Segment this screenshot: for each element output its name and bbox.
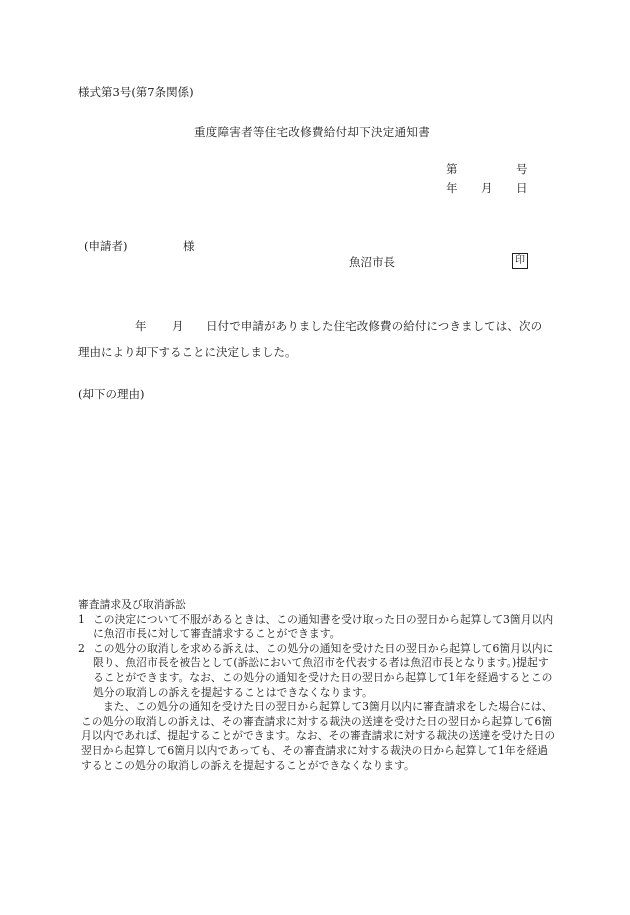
applicant-label: (申請者) [84, 239, 128, 253]
doc-number-prefix: 第 [446, 162, 458, 176]
notice-item-number: 2 [78, 641, 85, 655]
body-month: 月 [172, 319, 184, 333]
date-day: 日 [516, 181, 528, 195]
notice-item-text: この処分の取消しを求める訴えは、この処分の通知を受けた日の翌日から起算して6箇月以内に限り、魚沼市長を被告として(訴訟において魚沼市を代表する者は魚沼市長となります。)提起することができます。なお、この処分の通知を受けた日の翌日から起算して1年を経過するとこの処分の取消しの訴えを提起することはできなくなります。 [93, 641, 554, 699]
notice-item-text: この決定について不服があるときは、この通知書を受け取った日の翌日から起算して3箇月以内に魚沼市長に対して審査請求することができます。 [93, 612, 554, 641]
notice-item [78, 613, 556, 642]
notice-heading: 審査請求及び取消訴訟 [78, 598, 186, 611]
notice-item-number: 1 [78, 612, 85, 626]
issuer-name: 魚沼市長 [349, 255, 395, 269]
seal-stamp: 印 [512, 253, 528, 269]
notice-item [78, 642, 556, 700]
appeal-notice [78, 598, 556, 773]
date-year: 年 [446, 181, 458, 195]
body-line-1: 日付で申請がありました住宅改修費の給付につきましては、次の [206, 319, 543, 333]
body-year: 年 [135, 319, 147, 333]
doc-number-suffix: 号 [516, 162, 528, 176]
body-line-2: 理由により却下することに決定しました。 [78, 345, 297, 359]
date-month: 月 [481, 181, 493, 195]
document-title: 重度障害者等住宅改修費給付却下決定通知書 [194, 125, 430, 139]
notice-item-extra: また、この処分の通知を受けた日の翌日から起算して3箇月以内に審査請求をした場合には、この処分の取消しの訴えは、その審査請求に対する裁決の送達を受けた日の翌日から起算して6箇月以内であれば、提起することができます。なお、その審査請求に対する裁決の送達を受けた日の翌日から起算して6箇月以内であっても、その審査請求に対する裁決の日から起算して1年を経過するとこの処分の取消しの訴えを提起することができなくなります。 [81, 700, 556, 772]
form-label: 様式第3号(第7条関係) [78, 85, 194, 99]
reason-label: (却下の理由) [78, 387, 145, 401]
applicant-honorific: 様 [183, 239, 195, 253]
